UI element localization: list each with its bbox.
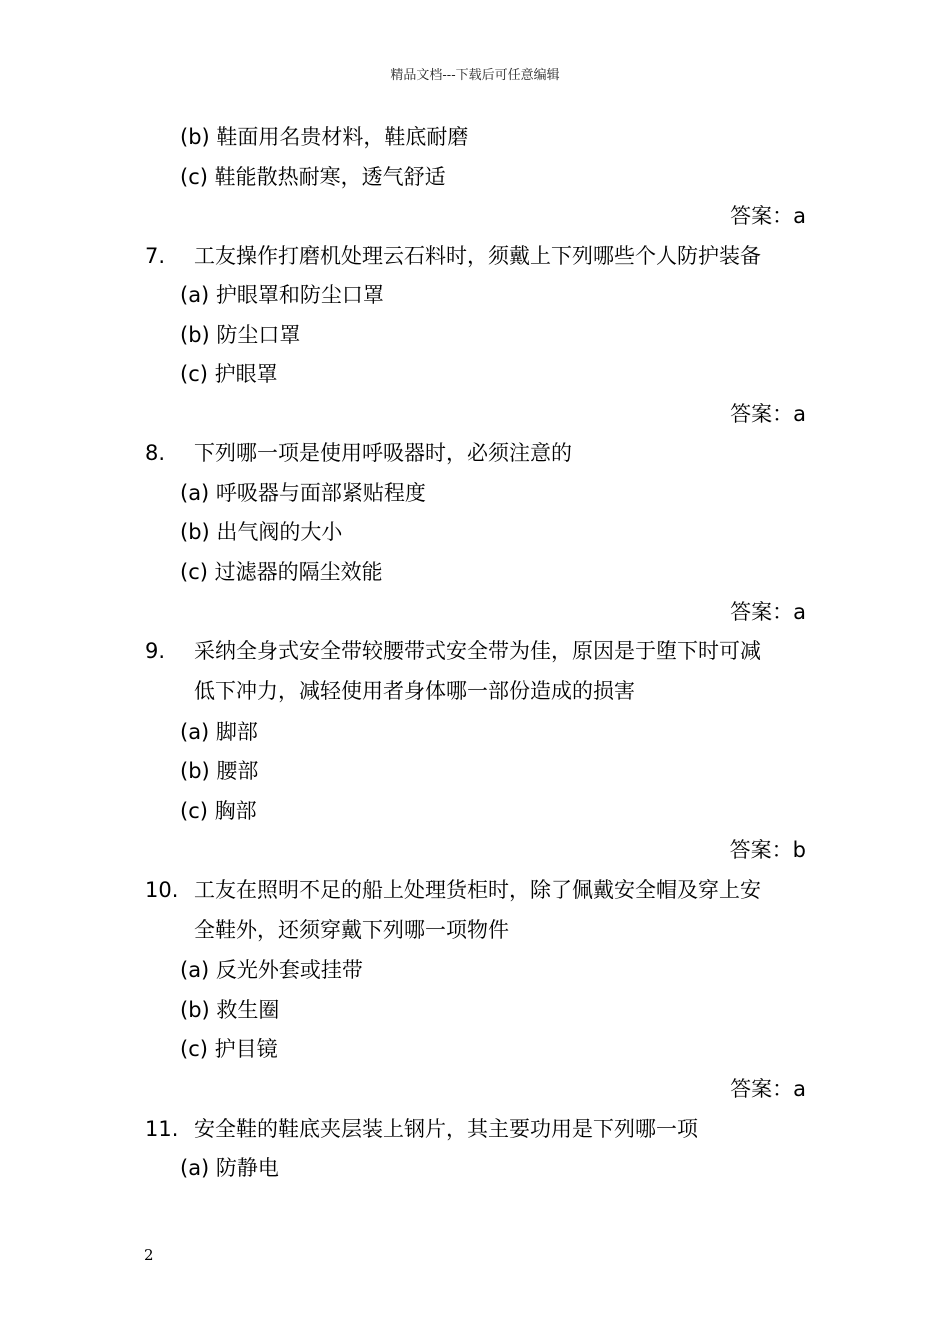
option-c: (c) 鞋能散热耐寒，透气舒适: [180, 165, 446, 189]
question-text-continued: 全鞋外，还须穿戴下列哪一项物件: [194, 918, 509, 942]
option-b: (b) 防尘口罩: [180, 323, 301, 347]
option-a: (a) 呼吸器与面部紧贴程度: [180, 481, 426, 505]
question-text: 安全鞋的鞋底夹层装上钢片，其主要功用是下列哪一项: [194, 1117, 698, 1141]
question-number: 11.: [145, 1117, 179, 1141]
answer: 答案：a: [730, 204, 806, 228]
option-a: (a) 反光外套或挂带: [180, 958, 363, 982]
answer: 答案：a: [730, 402, 806, 426]
option-a: (a) 脚部: [180, 720, 258, 744]
page-header: 精品文档---下载后可任意编辑: [390, 68, 560, 83]
question-text: 工友操作打磨机处理云石料时，须戴上下列哪些个人防护装备: [194, 244, 761, 268]
answer: 答案：a: [730, 1077, 806, 1101]
option-c: (c) 护眼罩: [180, 362, 278, 386]
option-b: (b) 腰部: [180, 759, 259, 783]
option-b: (b) 鞋面用名贵材料，鞋底耐磨: [180, 125, 469, 149]
option-a: (a) 防静电: [180, 1156, 279, 1180]
option-a: (a) 护眼罩和防尘口罩: [180, 283, 384, 307]
option-c: (c) 胸部: [180, 799, 257, 823]
question-text: 采纳全身式安全带较腰带式安全带为佳，原因是于堕下时可减: [194, 639, 761, 663]
option-c: (c) 过滤器的隔尘效能: [180, 560, 383, 584]
question-number: 8.: [145, 441, 166, 465]
page-number: 2: [144, 1246, 154, 1264]
question-text: 下列哪一项是使用呼吸器时，必须注意的: [194, 441, 572, 465]
question-text: 工友在照明不足的船上处理货柜时，除了佩戴安全帽及穿上安: [194, 878, 761, 902]
answer: 答案：b: [729, 838, 806, 862]
answer: 答案：a: [730, 600, 806, 624]
option-b: (b) 出气阀的大小: [180, 520, 343, 544]
question-number: 10.: [145, 878, 179, 902]
option-c: (c) 护目镜: [180, 1037, 278, 1061]
question-number: 9.: [145, 639, 166, 663]
question-text-continued: 低下冲力，减轻使用者身体哪一部份造成的损害: [194, 679, 635, 703]
question-number: 7.: [145, 244, 166, 268]
option-b: (b) 救生圈: [180, 998, 280, 1022]
